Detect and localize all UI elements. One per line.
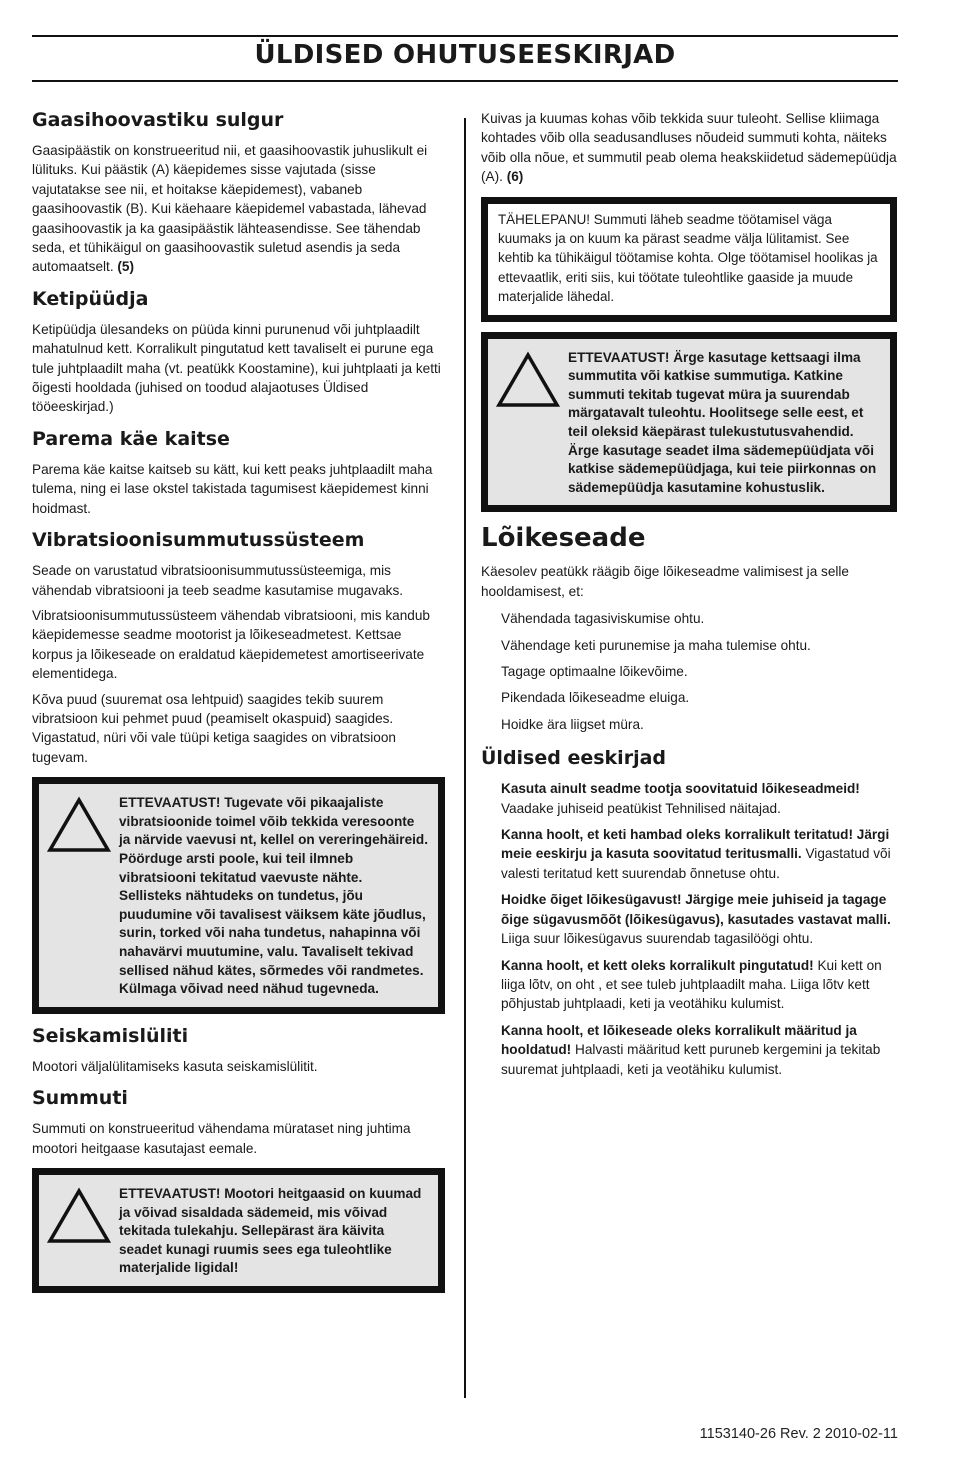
warning-triangle-icon <box>47 1185 119 1278</box>
section-heading: Parema käe kaitse <box>32 427 230 450</box>
section-body: Gaasipäästik on konstrueeritud nii, et gaasihoovastik juhuslikult ei lülituks. Kui päästik (A) käepidemes sisse vajutada (sisse vajutatakse see nii, et hoitakse käepidemest), vabaneb gaasihoovastik (B). Kui käehaare käepidemel vabastada, lähevad gaasihoovastik ja ka gaasipäästik lähteasendisse. See tähendab seda, et tühikäigul on gaasihoovastik suletud asendis ja seda automaatselt. (5) <box>32 143 428 275</box>
left-column <box>32 108 445 1303</box>
section-heading: Ketipüüdja <box>32 287 149 310</box>
section-body: Mootori väljalülitamiseks kasuta seiskamislülitit. <box>32 1058 318 1074</box>
bullet-list <box>481 609 897 734</box>
section-body: Vibratsioonisummutussüsteem vähendab vibratsiooni, mis kandub käepidemesse seadme mootorist ja lõikeseadmetest. Kettsae korpus ja lõikeseade on eraldatud käepidemetest amortiseerivate elementidega. <box>32 607 430 682</box>
document-footer: 1153140-26 Rev. 2 2010-02-11 <box>699 1426 898 1442</box>
section-heading: Vibratsioonisummutussüsteem <box>32 529 365 552</box>
section-chain-catcher <box>32 287 445 417</box>
list-item: Hoidke ära liigset müra. <box>501 716 644 732</box>
section-intro: Käesolev peatükk räägib õige lõikeseadme valimisest ja selle hooldamisest, et: <box>481 564 849 599</box>
section-throttle-lockout <box>32 108 445 277</box>
section-vibration-damping <box>32 528 445 767</box>
column-divider <box>464 118 466 1398</box>
notice-text: TÄHELEPANU! Summuti läheb seadme töötamisel väga kuumaks ja on kuum ka pärast seadme välja lülitamist. See kehtib ka tühikäigul töötamise kohta. Olge töötamisel hoolikas ja ettevaatlik, eriti siis, kui töötate tuleohtlike gaaside ja muude materjalide lähedal. <box>498 211 878 305</box>
figure-ref: (5) <box>117 259 135 275</box>
page-title: ÜLDISED OHUTUSEESKIRJAD <box>254 40 676 70</box>
section-heading: Seiskamislüliti <box>32 1024 189 1047</box>
rule-item: Kanna hoolt, et lõikeseade oleks korralikult määritud ja hooldatud! Halvasti määritud kett puruneb kergemini ja tekitab suuremat juhtplaadi, keti ja veotähiku kulumist. <box>501 1022 881 1077</box>
section-body: Parema käe kaitse kaitseb su kätt, kui kett peaks juhtplaadilt maha tulema, ning ei lase okstel takistada tagumisest käepidemest kinni hoidmast. <box>32 461 433 516</box>
section-body: Kõva puud (suuremat osa lehtpuid) saagides tekib suurem vibratsioon kui pehmet puud (peamiselt okaspuid) saagides. Vigastatud, nüri või vale tüüpi ketiga saagides on vibratsioon tugevam. <box>32 691 396 765</box>
section-body: Summuti on konstrueeritud vähendama mürataset ning juhtima mootori heitgaase kasutajast eemale. <box>32 1121 411 1156</box>
list-item: Pikendada lõikeseadme eluiga. <box>501 690 690 706</box>
section-heading: Üldised eeskirjad <box>481 747 666 770</box>
notice-box <box>481 197 897 322</box>
intro-paragraph: Kuivas ja kuumas kohas võib tekkida suur tuleoht. Sellise kliimaga kohtades võib olla seadusandluses nõudeid summuti kohta, näiteks võib olla nõue, et summutil peab olema heakskiidetud sädemepüüdja (A). (6) <box>481 111 897 185</box>
section-body: Ketipüüdja ülesandeks on püüda kinni purunenud või juhtplaadilt mahatulnud kett. Korralikult pingutatud kett tavaliselt ei purune ega tule juhtplaadilt maha (vt. peatükk Koostamine), kui juhtplaati ja ketti õigesti hooldada (juhised on toodud alajaotuses Üldised tööeeskirjad.) <box>32 321 441 415</box>
rule-item: Kanna hoolt, et kett oleks korralikult pingutatud! Kui kett on liiga lõtv, on oht , et see tuleb juhtplaadilt maha. Liiga lõtv kett põhjustab juhtplaadi, keti ja veotähiku kulumist. <box>501 957 882 1012</box>
warning-text: ETTEVAATUST! Tugevate või pikaajaliste vibratsioonide toimel võib tekkida veresoonte ja närvide vaevusi nt, kellel on vereringehäireid. Pöörduge arsti poole, kui teil ilmneb vibratsiooni tekitatud vaevuste nähte. Sellisteks nähtudeks on tundetus, jõu puudumine või tavalisest väiksem käte jõudlus, surin, torked või naha tundetus, nahapinna või nahavärvi muutumine, valu. Tavaliselt tekivad sellised nähud kätes, sõrmedes või randmetes. Külmaga võivad need nähud tugevneda. <box>119 795 429 997</box>
rule-item: Kanna hoolt, et keti hambad oleks korralikult teritatud! Järgi meie eeskirju ja kasuta soovitatud teritusmalli. Vigastatud või valesti teritatud kett suurendab õnnetuse ohtu. <box>501 827 891 881</box>
section-right-hand-guard <box>32 427 445 518</box>
warning-box-exhaust <box>32 1168 445 1293</box>
warning-triangle-icon <box>47 794 119 999</box>
section-body: Seade on varustatud vibratsioonisummutussüsteemiga, mis vähendab vibratsiooni ja teeb seadme kasutamise mugavaks. <box>32 563 404 598</box>
warning-triangle-icon <box>496 349 568 498</box>
section-heading: Gaasihoovastiku sulgur <box>32 109 284 131</box>
warning-box-muffler <box>481 332 897 513</box>
figure-ref: (6) <box>506 169 524 185</box>
rules-list <box>481 779 897 1079</box>
right-column <box>481 109 897 1086</box>
warning-text: ETTEVAATUST! Mootori heitgaasid on kuumad ja võivad sisaldada sädemeid, mis võivad tekitada tulekahju. Sellepärast ära käivita seadet kunagi ruumis sees ega tuleohtlike materjalide ligidal! <box>119 1185 422 1276</box>
rule-item: Hoidke õiget lõikesügavust! Järgige meie juhiseid ja tagage õige sügavusmõõt (lõikesügavus), kasutades vastavat malli. Liiga suur lõikesügavus suurendab tagasilöögi ohtu. <box>501 892 891 947</box>
warning-text: ETTEVAATUST! Ärge kasutage kettsaagi ilma summutita või katkise summutiga. Katkine summuti tekitab tugevat müra ja suurendab märgatavalt tuleohtu. Hoolitsege selle eest, et teil oleksid käepärast tulekustutusvahendid. Ärge kasutage seadet ilma sädemepüüdjata või katkise sädemepüüdjaga, kui teie piirkonnas on sädemepüüdja kasutamine kohustuslik. <box>568 349 877 495</box>
title-rule-bottom <box>32 80 898 82</box>
title-rule-top <box>32 35 898 37</box>
section-title: Lõikeseade <box>481 523 646 554</box>
section-muffler <box>32 1086 445 1158</box>
rule-item: Kasuta ainult seadme tootja soovitatuid lõikeseadmeid! Vaadake juhiseid peatükist Tehnilised näitajad. <box>501 781 860 816</box>
section-stop-switch <box>32 1024 445 1076</box>
section-heading: Summuti <box>32 1087 128 1110</box>
list-item: Vähendage keti purunemise ja maha tulemise ohtu. <box>501 637 811 653</box>
list-item: Vähendada tagasiviskumise ohtu. <box>501 611 705 627</box>
list-item: Tagage optimaalne lõikevõime. <box>501 664 688 680</box>
warning-box-vibration <box>32 777 445 1014</box>
